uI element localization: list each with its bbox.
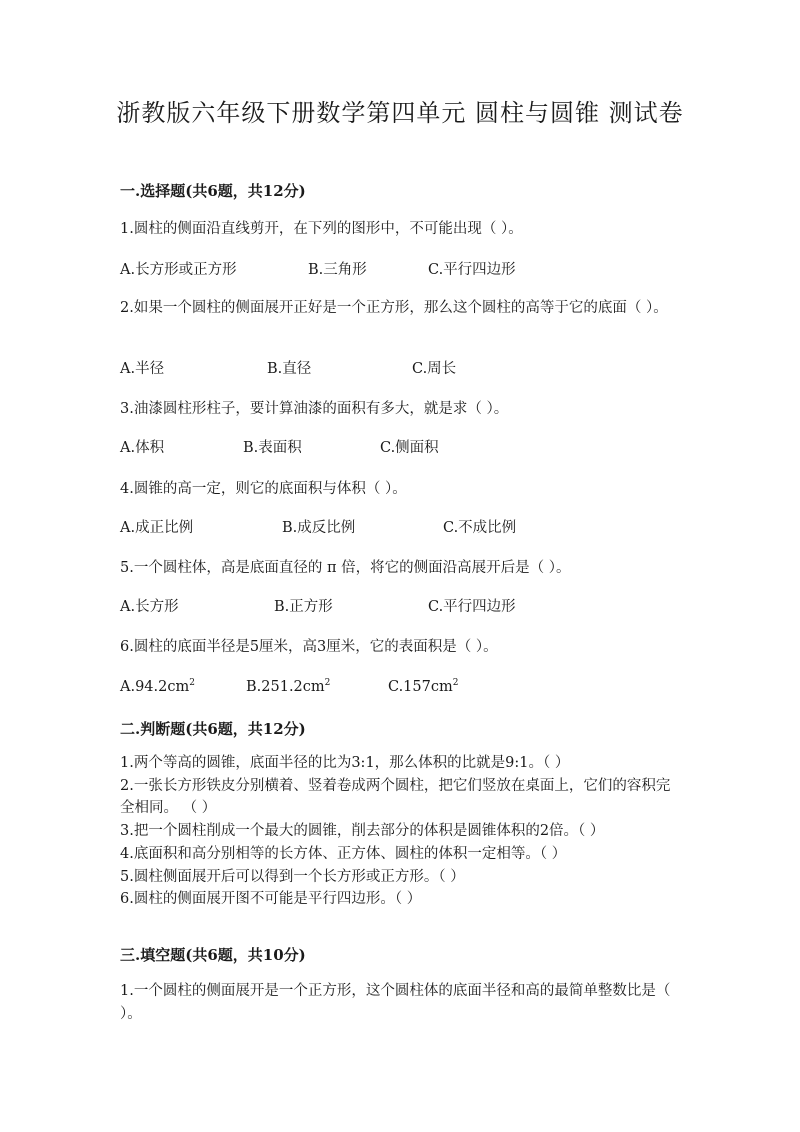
question-1-4: 4.圆锥的高一定，则它的底面积与体积（ ）。 [120,481,407,497]
question-1-2: 2.如果一个圆柱的侧面展开正好是一个正方形，那么这个圆柱的高等于它的底面（ ）。 [120,300,668,316]
superscript-2: 2 [324,678,331,688]
judgement-item: 6.圆柱的侧面展开图不可能是平行四边形。（ ） [120,891,422,908]
option-1-6-c: $C.157cm^2$ [388,678,459,695]
option-1-5-c: C.平行四边形 [428,599,516,615]
question-1-6: 6.圆柱的底面半径是5厘米，高3厘米，它的表面积是（ ）。 [120,639,498,655]
superscript-2: 2 [452,678,459,688]
option-1-5-b: B.正方形 [274,599,333,615]
judgement-item: 3.把一个圆柱削成一个最大的圆锥，削去部分的体积是圆锥体积的2倍。（ ） [120,823,605,840]
question-1-5: 5.一个圆柱体，高是底面直径的 π 倍，将它的侧面沿高展开后是（ ）。 [120,560,571,576]
judgement-item: 2.一张长方形铁皮分别横着、竖着卷成两个圆柱，把它们竖放在桌面上，它们的容积完全相同。 （ ） [120,777,671,817]
exam-title: 浙教版六年级下册数学第四单元 圆柱与圆锥 测试卷 [116,99,684,127]
judgement-item: 5.圆柱侧面展开后可以得到一个长方形或正方形。（ ） [120,868,465,885]
option-1-1-c: C.平行四边形 [428,262,516,278]
option-1-2-c: C.周长 [412,361,457,377]
option-1-3-b: B.表面积 [243,440,302,456]
option-1-3-a: A.体积 [120,440,165,456]
option-1-1-b: B.三角形 [308,262,367,278]
question-3-1: 1.一个圆柱的侧面展开是一个正方形，这个圆柱体的底面半径和高的最简单整数比是（ ）。 [120,983,671,1022]
section-3-heading: 三.填空题(共6题，共10分) [120,946,306,964]
option-1-2-a: A.半径 [120,361,165,377]
judgement-list [120,752,680,911]
section-2-heading: 二.判断题(共6题，共12分) [120,720,306,738]
option-1-4-a: A.成正比例 [120,520,194,536]
option-1-6-a: $A.94.2cm^2$ [120,678,195,695]
question-1-1: 1.圆柱的侧面沿直线剪开，在下列的图形中，不可能出现（ ）。 [120,221,523,237]
option-1-6-b: $B.251.2cm^2$ [246,678,331,695]
judgement-item: 4.底面积和高分别相等的长方体、正方体、圆柱的体积一定相等。（ ） [120,845,567,862]
option-1-4-b: B.成反比例 [282,520,356,536]
option-1-3-c: C.侧面积 [380,440,439,456]
option-1-2-b: B.直径 [267,361,312,377]
option-1-4-c: C.不成比例 [443,520,517,536]
question-1-3: 3.油漆圆柱形柱子，要计算油漆的面积有多大，就是求（ ）。 [120,401,509,417]
section-1-heading: 一.选择题(共6题，共12分) [120,182,306,200]
option-1-1-a: A.长方形或正方形 [120,262,237,278]
option-1-5-a: A.长方形 [120,599,179,615]
judgement-item: 1.两个等高的圆锥，底面半径的比为3:1，那么体积的比就是9:1。（ ） [120,755,570,771]
superscript-2: 2 [189,678,195,688]
